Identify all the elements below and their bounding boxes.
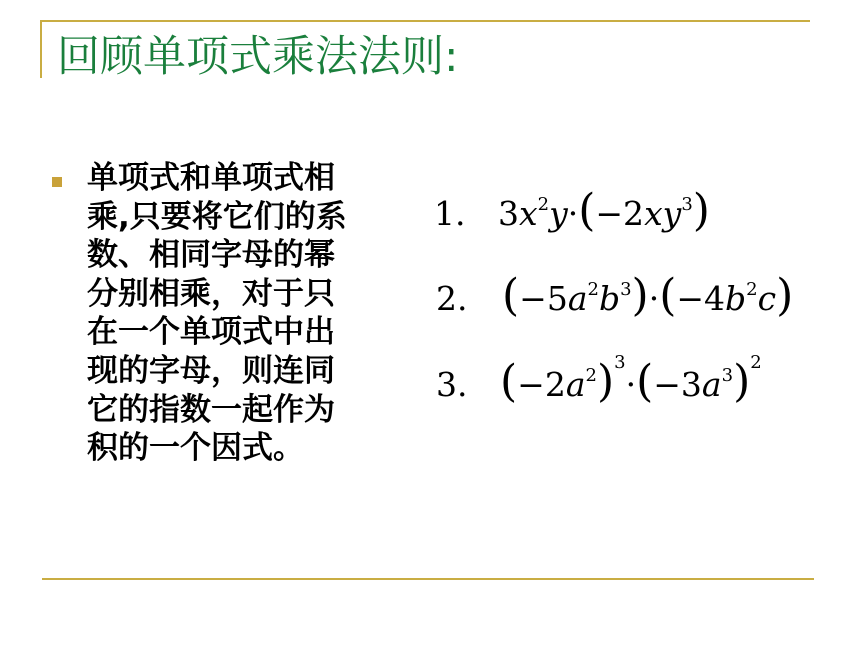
exercise-3-number: 3. bbox=[436, 365, 468, 404]
rule-line: 分别相乘，对于只 bbox=[87, 275, 335, 312]
rule-line: 数、相同字母的幂 bbox=[87, 237, 335, 274]
rule-line: 乘,只要将它们的系 bbox=[87, 198, 347, 235]
exercise-3-expression: $(-2a^2)^3\cdot(-3a^3)^2$ bbox=[500, 352, 762, 407]
top-divider bbox=[40, 20, 810, 22]
exercise-3 bbox=[436, 352, 762, 407]
bottom-divider bbox=[42, 578, 814, 580]
rule-line: 它的指数一起作为 bbox=[87, 391, 335, 428]
exercise-2-expression: $(-5a^2b^3)\cdot(-4b^2c)$ bbox=[502, 270, 794, 321]
bullet-square-icon bbox=[52, 177, 62, 187]
rule-line: 在一个单项式中出 bbox=[87, 314, 335, 351]
exercise-1-number: 1. bbox=[434, 194, 466, 233]
exercise-1-expression: $3x^2y\cdot(-2xy^3)$ bbox=[498, 185, 710, 236]
rule-line: 积的一个因式。 bbox=[87, 430, 304, 467]
rule-line: 现的字母，则连同 bbox=[87, 352, 335, 389]
exercise-formulas bbox=[420, 170, 820, 430]
rule-line: 单项式和单项式相 bbox=[87, 160, 335, 196]
slide-title: 回顾单项式乘法法则: bbox=[57, 32, 459, 82]
exercise-2-number: 2. bbox=[436, 279, 468, 318]
rule-text bbox=[87, 159, 417, 468]
exercise-1 bbox=[434, 185, 710, 236]
exercise-2 bbox=[436, 270, 793, 321]
title-left-divider bbox=[40, 20, 42, 78]
